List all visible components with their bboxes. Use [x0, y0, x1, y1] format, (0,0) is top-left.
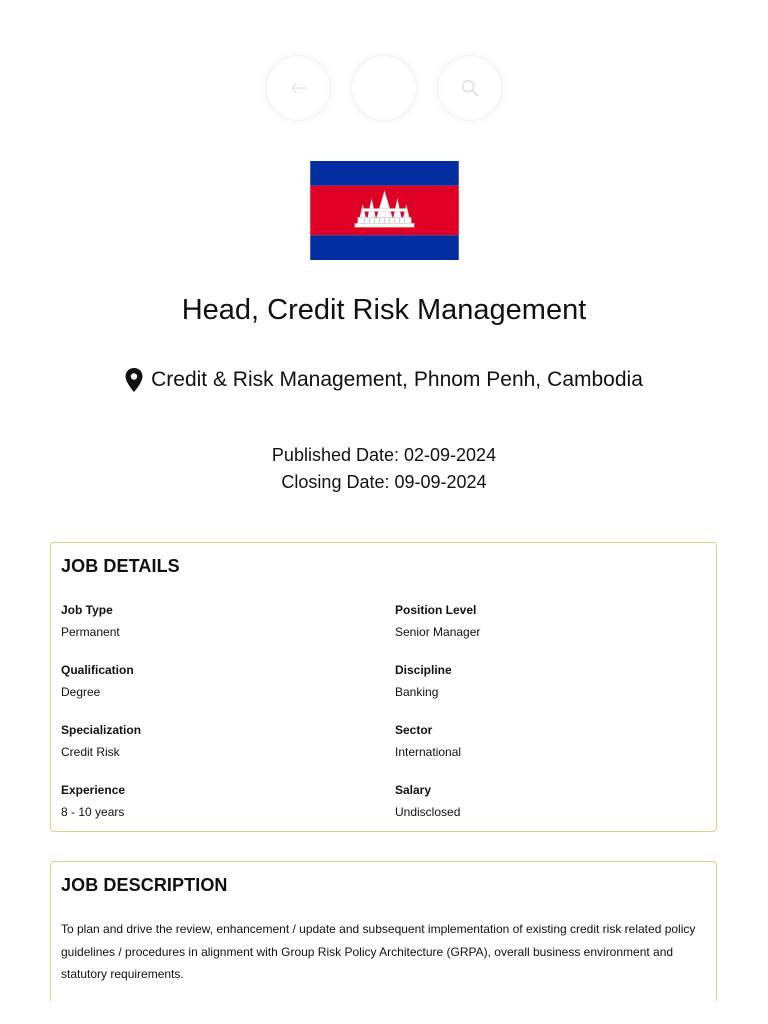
top-navigation — [0, 54, 768, 124]
job-location — [0, 368, 768, 392]
location-city: Phnom Penh, — [413, 368, 542, 391]
field-value: 8 - 10 years — [61, 805, 125, 819]
home-button[interactable] — [352, 56, 416, 120]
cambodia-flag — [310, 161, 459, 260]
field-label: Salary — [395, 783, 432, 797]
field-value: Senior Manager — [395, 625, 481, 639]
field-salary — [395, 782, 695, 820]
location-department: Credit & Risk Management, — [151, 368, 408, 391]
field-label: Qualification — [61, 663, 134, 677]
search-button[interactable] — [438, 56, 502, 120]
field-job-type — [61, 602, 361, 640]
field-value: Banking — [395, 685, 439, 699]
field-label: Specialization — [61, 723, 142, 737]
map-pin-icon — [125, 368, 143, 392]
field-value: Credit Risk — [61, 745, 120, 759]
field-qualification — [61, 662, 361, 700]
job-details-card — [50, 542, 717, 832]
job-details-heading: JOB DETAILS — [61, 556, 180, 576]
job-description-text: To plan and drive the review, enhancement / update and subsequent implementation of existing credit risk related policy guidelines / procedures in alignment with Group Risk Policy Architecture (GRPA), overall business environment and statutory requirements. — [61, 922, 696, 981]
field-label: Job Type — [61, 603, 113, 617]
search-icon — [459, 77, 481, 99]
location-country: Cambodia — [547, 368, 643, 391]
field-label: Sector — [395, 723, 433, 737]
closing-date: Closing Date: 09-09-2024 — [281, 472, 487, 492]
job-title: Head, Credit Risk Management — [181, 294, 587, 326]
field-position-level — [395, 602, 695, 640]
job-dates — [0, 442, 768, 496]
arrow-left-icon — [287, 77, 309, 99]
job-description-heading: JOB DESCRIPTION — [61, 875, 228, 895]
field-label: Experience — [61, 783, 126, 797]
job-description-card — [50, 861, 717, 1001]
field-label: Discipline — [395, 663, 452, 677]
field-value: International — [395, 745, 462, 759]
published-date: Published Date: 02-09-2024 — [271, 445, 497, 465]
back-button[interactable] — [266, 56, 330, 120]
field-value: Undisclosed — [395, 805, 461, 819]
field-sector — [395, 722, 695, 760]
field-experience — [61, 782, 361, 820]
field-specialization — [61, 722, 361, 760]
field-value: Degree — [61, 685, 101, 699]
field-value: Permanent — [61, 625, 120, 639]
field-discipline — [395, 662, 695, 700]
field-label: Position Level — [395, 603, 477, 617]
